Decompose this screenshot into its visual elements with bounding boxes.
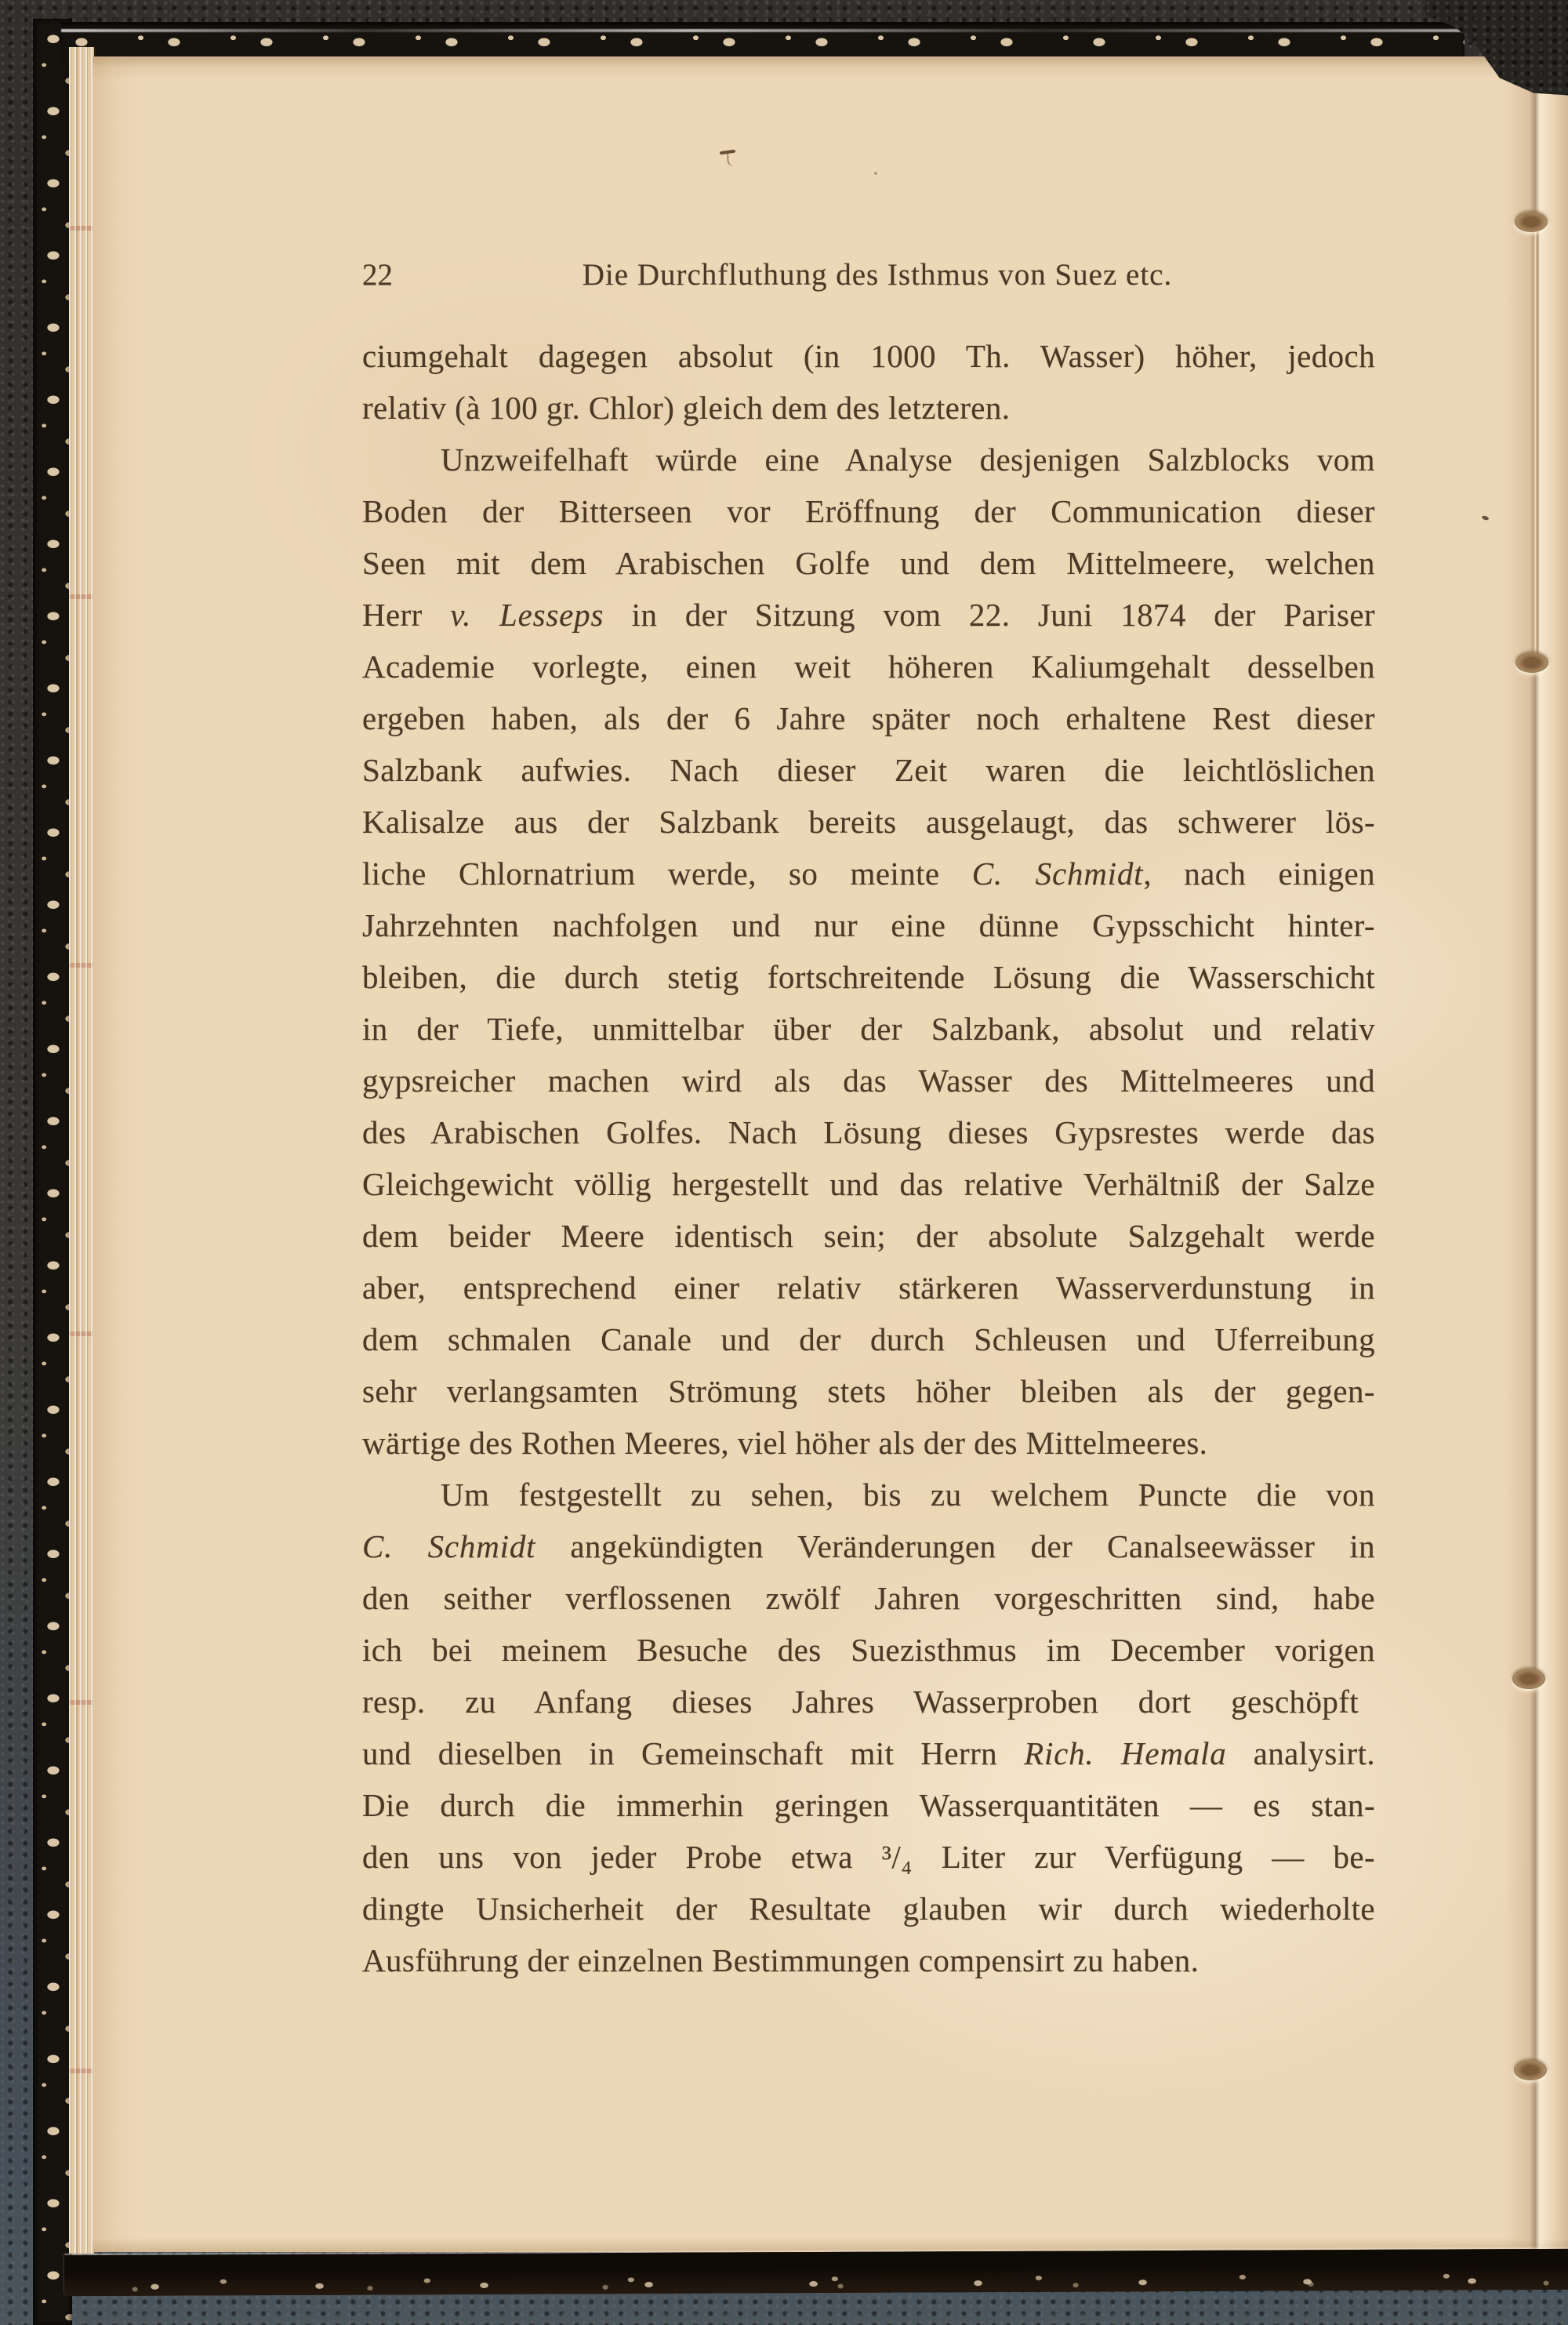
text-line-11: liche Chlornatrium werde, so meinte C. Schmidt, nach einigen: [362, 856, 1376, 892]
text-line-5: Seen mit dem Arabischen Golfe und dem Mittelmeere, welchen: [362, 545, 1375, 581]
stitch-hole: [1512, 1669, 1545, 1689]
text-block: [362, 330, 1375, 1986]
text-line-23: Um festgestellt zu sehen, bis zu welchem Puncte die von: [441, 1477, 1375, 1513]
text-line-19: aber, entsprechend einer relativ stärkeren Wasserverdunstung in: [362, 1270, 1375, 1306]
stitch-hole: [1514, 2060, 1547, 2080]
text-line-18: dem beider Meere identisch sein; der absolute Salzgehalt werde: [362, 1218, 1375, 1254]
page-fore-edges: [69, 47, 94, 2254]
text-line-1: ciumgehalt dagegen absolut (in 1000 Th. Wasser) höher, jedoch: [362, 338, 1376, 374]
binding-thread: [1534, 229, 1537, 665]
text-line-12: Jahrzehnten nachfolgen und nur eine dünne Gypsschicht hinter-: [362, 907, 1375, 943]
text-line-8: ergeben haben, als der 6 Jahre später noch erhaltene Rest dieser: [362, 700, 1375, 736]
text-line-25: den seither verflossenen zwölf Jahren vorgeschritten sind, habe: [362, 1580, 1376, 1616]
page-number: 22: [362, 258, 393, 292]
text-line-31: dingte Unsicherheit der Resultate glauben wir durch wiederholte: [362, 1891, 1376, 1927]
cover-bottom-edge: [64, 2249, 1568, 2296]
text-line-29: Die durch die immerhin geringen Wasserquantitäten — es stan-: [362, 1787, 1376, 1823]
text-line-10: Kalisalze aus der Salzbank bereits ausgelaugt, das schwerer lös-: [362, 804, 1376, 840]
text-line-3: Unzweifelhaft würde eine Analyse desjenigen Salzblocks vom: [441, 441, 1375, 478]
text-line-15: gypsreicher machen wird als das Wasser des Mittelmeeres und: [362, 1063, 1375, 1099]
text-line-6: Herr v. Lesseps in der Sitzung vom 22. Juni 1874 der Pariser: [362, 597, 1375, 633]
text-line-17: Gleichgewicht völlig hergestellt und das relative Verhältniß der Salze: [362, 1166, 1375, 1202]
text-line-14: in der Tiefe, unmittelbar über der Salzbank, absolut und relativ: [362, 1011, 1376, 1047]
marbled-binding-strip-top: [61, 22, 1465, 61]
stitch-hole: [1515, 652, 1548, 673]
text-line-24: C. Schmidt angekündigten Veränderungen der Canalseewässer in: [362, 1528, 1376, 1564]
text-line-20: dem schmalen Canale und der durch Schleusen und Uferreibung: [362, 1321, 1375, 1357]
running-header: [362, 256, 1375, 295]
text-line-28: und dieselben in Gemeinschaft mit Herrn Rich. Hemala analysirt.: [362, 1735, 1376, 1771]
paper-speck: [874, 172, 877, 175]
text-line-9: Salzbank aufwies. Nach dieser Zeit waren die leichtlöslichen: [362, 752, 1376, 788]
text-line-22: wärtige des Rothen Meeres, viel höher als der des Mittelmeeres.: [362, 1425, 1208, 1461]
text-line-21: sehr verlangsamten Strömung stets höher bleiben als der gegen-: [362, 1373, 1375, 1409]
text-line-27: resp. zu Anfang dieses Jahres Wasserproben dort geschöpft: [362, 1684, 1359, 1720]
running-title: Die Durchfluthung des Isthmus von Suez etc.: [582, 258, 1173, 292]
stitch-hole: [1515, 212, 1548, 232]
text-line-32: Ausführung der einzelnen Bestimmungen compensirt zu haben.: [362, 1942, 1200, 1978]
text-line-2: relativ (à 100 gr. Chlor) gleich dem des letzteren.: [362, 390, 1011, 426]
marbled-binding-strip-left: [33, 19, 72, 2325]
text-line-7: Academie vorlegte, einen weit höheren Kaliumgehalt desselben: [362, 648, 1376, 685]
text-line-4: Boden der Bitterseen vor Eröffnung der Communication dieser: [362, 493, 1375, 529]
text-line-30: den uns von jeder Probe etwa ³/₄ Liter zur Verfügung — be-: [362, 1839, 1376, 1875]
text-line-13: bleiben, die durch stetig fortschreitende Lösung die Wasserschicht: [362, 959, 1375, 995]
text-line-26: ich bei meinem Besuche des Suezisthmus im December vorigen: [362, 1632, 1375, 1668]
text-line-16: des Arabischen Golfes. Nach Lösung dieses Gypsrestes werde das: [362, 1114, 1375, 1150]
